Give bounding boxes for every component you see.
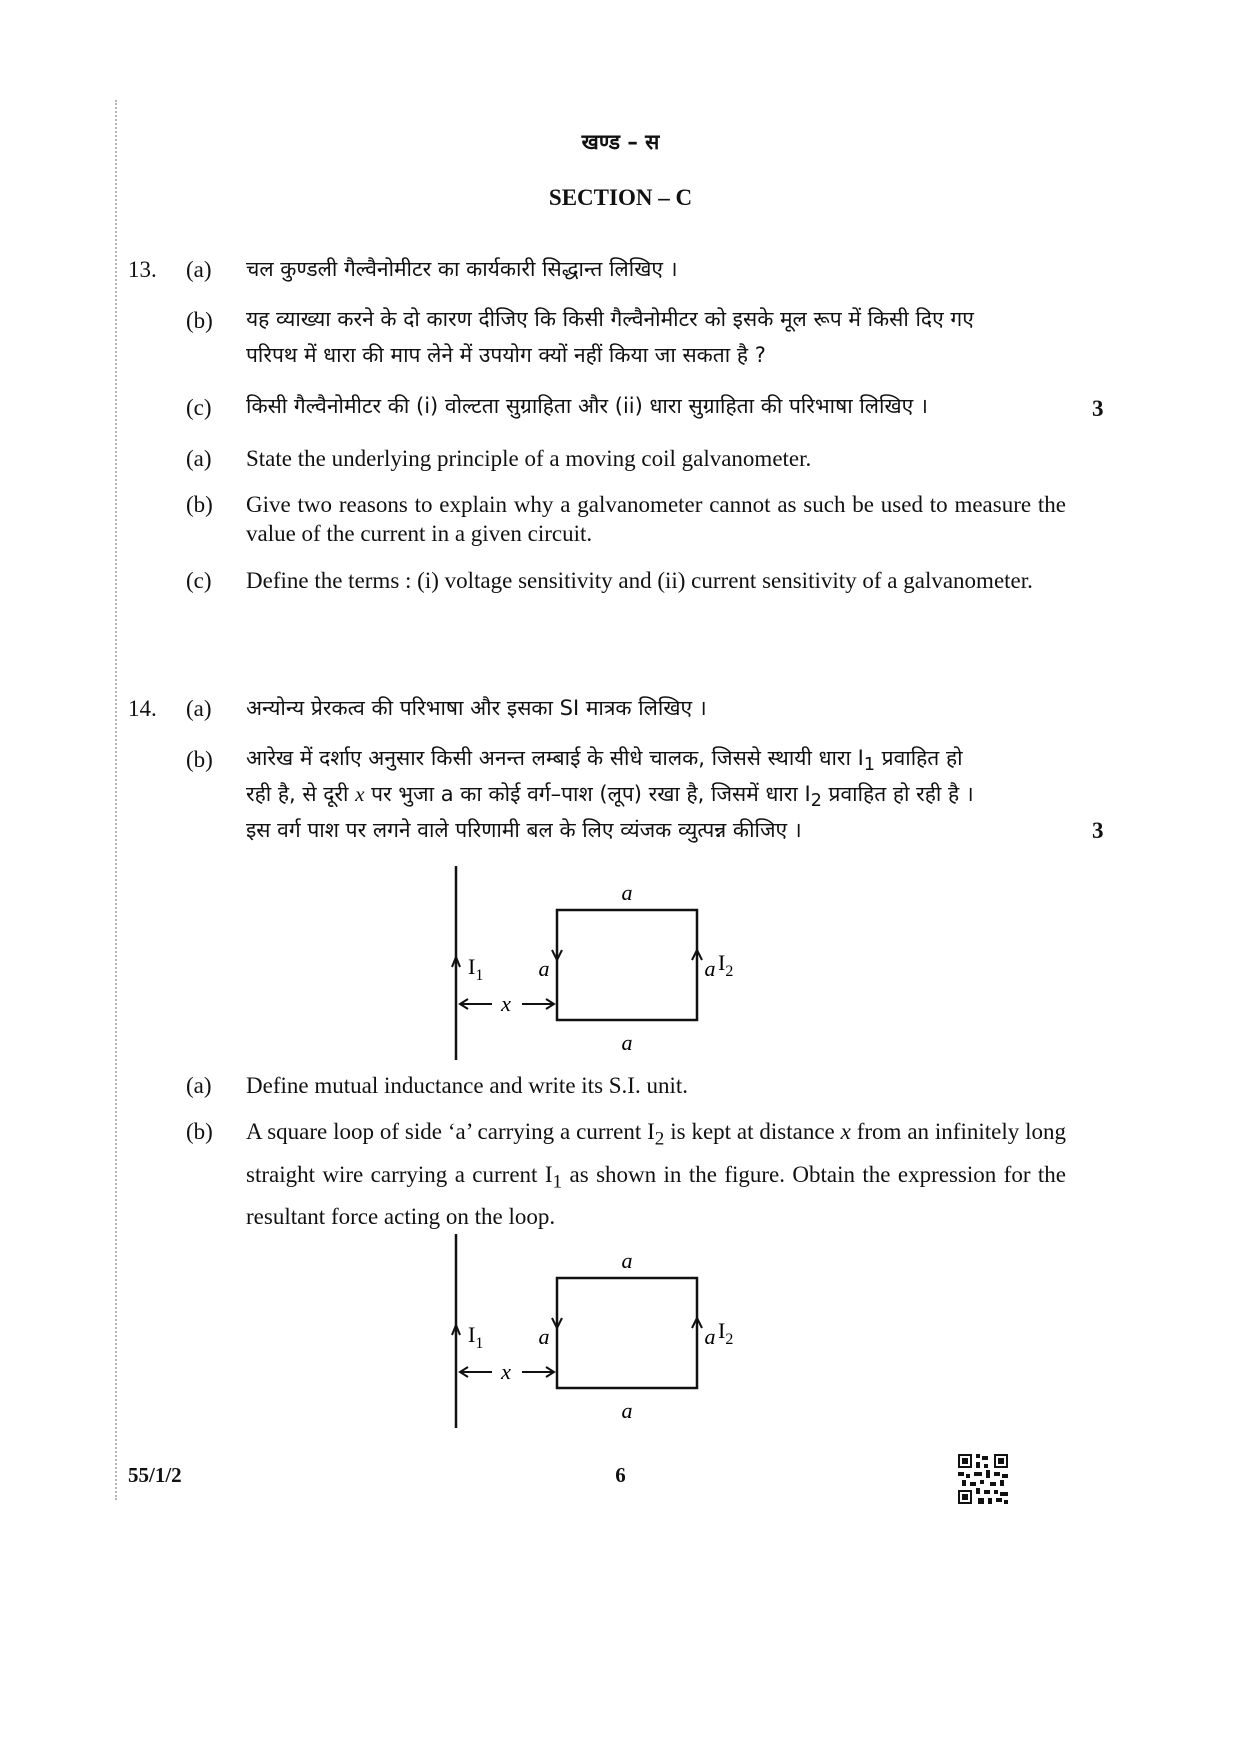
loop-left-side-label: a (538, 956, 550, 981)
wire-current-label: $I_1$ (468, 954, 484, 984)
loop-current-label: $I_2$ (718, 950, 734, 980)
q13-hindi-a-label: (a) (186, 257, 212, 282)
section-title-hindi: खण्ड – स (581, 130, 660, 154)
wire-current-label: $I_1$ (468, 1322, 484, 1352)
paper-code: 55/1/2 (128, 1463, 182, 1487)
q13-english-a-label: (a) (186, 446, 212, 471)
q13-hindi-c-label: (c) (186, 395, 212, 420)
wire-loop-figure-2 (440, 1228, 750, 1428)
loop-top-side-label: a (621, 1248, 633, 1273)
page-number: 6 (615, 1463, 626, 1487)
q14-marks: 3 (1092, 818, 1104, 843)
q14-hindi-b-line1: आरेख में दर्शाए अनुसार किसी अनन्त लम्बाई के सीधे चालक, जिससे स्थायी धारा $I_1$ प्रवाहित हो (246, 746, 963, 776)
question-14-number: 14. (128, 696, 157, 721)
loop-right-side-label: a (704, 956, 716, 981)
q14-hindi-a-text: अन्योन्य प्रेरकत्व की परिभाषा और इसका SI मात्रक लिखिए । (246, 696, 707, 720)
section-title-english: SECTION – C (548, 185, 693, 210)
margin-dotted-line (115, 100, 117, 1500)
q14-hindi-b-label: (b) (186, 747, 213, 772)
loop-current-label: $I_2$ (718, 1318, 734, 1348)
loop-top-side-label: a (621, 880, 633, 905)
loop-right-side-label: a (704, 1324, 716, 1349)
q13-english-b-label: (b) (186, 492, 213, 517)
q14-english-b-label: (b) (186, 1119, 213, 1144)
question-13-number: 13. (128, 257, 157, 282)
q14-english-a-text: Define mutual inductance and write its S.I. unit. (246, 1073, 688, 1098)
q14-english-a-label: (a) (186, 1073, 212, 1098)
q13-hindi-b-line1: यह व्याख्या करने के दो कारण दीजिए कि किसी गैल्वैनोमीटर को इसके मूल रूप में किसी दिए गए (246, 307, 974, 331)
distance-label: x (501, 1359, 511, 1384)
wire-loop-figure-1 (440, 860, 750, 1060)
q13-hindi-b-label: (b) (186, 308, 213, 333)
qr-code-icon (958, 1454, 1008, 1504)
q13-marks: 3 (1092, 396, 1104, 421)
q13-hindi-a-text: चल कुण्डली गैल्वैनोमीटर का कार्यकारी सिद्धान्त लिखिए । (246, 257, 678, 281)
loop-left-side-label: a (538, 1324, 550, 1349)
loop-bottom-side-label: a (621, 1398, 633, 1423)
q14-english-b-text: A square loop of side ‘a’ carrying a current $I_2$ is kept at distance x from an infinitely long straight wire carrying a current $I_1$ as shown in the figure. Obtain the expression for the resultant force acting on the loop. (246, 1119, 1067, 1230)
q13-hindi-c-text: किसी गैल्वैनोमीटर की (i) वोल्टता सुग्राहिता और (ii) धारा सुग्राहिता की परिभाषा लिखिए । (246, 394, 928, 418)
distance-label: x (501, 991, 511, 1016)
q13-english-c-text: Define the terms : (i) voltage sensitivity and (ii) current sensitivity of a galvanometer. (246, 568, 1033, 593)
q14-hindi-b-line2: रही है, से दूरी x पर भुजा a का कोई वर्ग–पाश (लूप) रखा है, जिसमें धारा $I_2$ प्रवाहित हो रही है । (246, 782, 974, 812)
q13-english-c-label: (c) (186, 568, 212, 593)
q13-english-b-text: Give two reasons to explain why a galvanometer cannot as such be used to measure the value of the current in a given circuit. (246, 492, 1066, 546)
q14-hindi-b-line3: इस वर्ग पाश पर लगने वाले परिणामी बल के लिए व्यंजक व्युत्पन्न कीजिए । (246, 818, 802, 842)
square-loop (557, 910, 697, 1020)
loop-bottom-side-label: a (621, 1030, 633, 1055)
q13-hindi-b-line2: परिपथ में धारा की माप लेने में उपयोग क्यों नहीं किया जा सकता है ? (246, 343, 766, 367)
square-loop (557, 1278, 697, 1388)
q13-english-a-text: State the underlying principle of a moving coil galvanometer. (246, 446, 812, 471)
q14-hindi-a-label: (a) (186, 696, 212, 721)
